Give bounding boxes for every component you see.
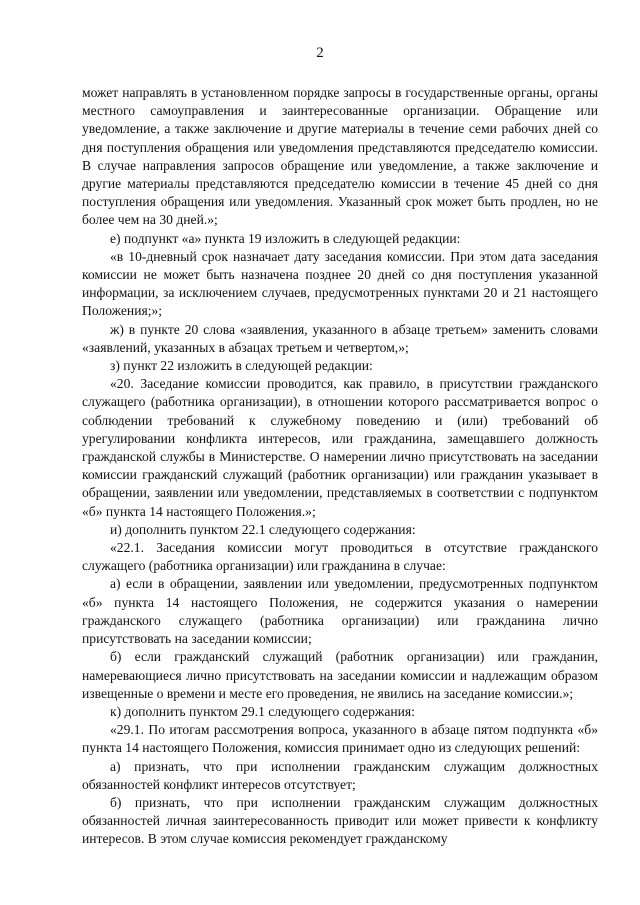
paragraph: а) признать, что при исполнении гражданским служащим должностных обязанностей конфликт интересов отсутствует; xyxy=(82,758,598,792)
paragraph: «20. Заседание комиссии проводится, как правило, в присутствии гражданского служащего (работника организации), в отношении которого рассматривается вопрос о соблюдении требований к служебному поведению и (или) требований об урегулировании конфликта интересов, или гражданина, замещавшего должность гражданской службы в Министерстве. О намерении лично присутствовать на заседании комиссии гражданский служащий (работник организации) или гражданин указывает в обращении, заявлении или уведомлении, представляемых в соответствии с подпунктом «б» пункта 14 настоящего Положения.»; xyxy=(82,376,598,519)
paragraph: к) дополнить пунктом 29.1 следующего содержания: xyxy=(110,703,415,719)
paragraph: а) если в обращении, заявлении или уведомлении, предусмотренных подпунктом «б» пункта 14 настоящего Положения, не содержится указания о намерении гражданского служащего (работника организации) или гражданина лично присутствовать на заседании комиссии; xyxy=(82,576,598,647)
paragraph: б) если гражданский служащий (работник организации) или гражданин, намеревающиеся лично присутствовать на заседании комиссии и надлежащим образом извещенные о времени и месте его проведения, не явились на заседание комиссии.»; xyxy=(82,649,598,701)
paragraph: может направлять в установленном порядке запросы в государственные органы, органы местного самоуправления и заинтересованные организации. Обращение или уведомление, а также заключение и другие материалы в течение семи рабочих дней со дня поступления обращения или уведомления представляются председателю комиссии. В случае направления запросов обращение или уведомление, а также заключение и другие материалы представляются председателю комиссии в течение 45 дней со дня поступления обращения или уведомления. Указанный срок может быть продлен, но не более чем на 30 дней.»; xyxy=(82,85,598,228)
page-number: 2 xyxy=(316,45,324,61)
paragraph: е) подпункт «а» пункта 19 изложить в следующей редакции: xyxy=(110,230,461,246)
document-body xyxy=(82,84,598,849)
paragraph: и) дополнить пунктом 22.1 следующего содержания: xyxy=(110,521,416,537)
paragraph: ж) в пункте 20 слова «заявления, указанного в абзаце третьем» заменить словами «заявлений, указанных в абзацах третьем и четвертом,»; xyxy=(82,321,598,355)
paragraph: «22.1. Заседания комиссии могут проводиться в отсутствие гражданского служащего (работника организации) или гражданина в случае: xyxy=(82,540,598,574)
paragraph: «в 10-дневный срок назначает дату заседания комиссии. При этом дата заседания комиссии не может быть назначена позднее 20 дней со дня поступления указанной информации, за исключением случаев, предусмотренных пунктами 20 и 21 настоящего Положения;»; xyxy=(82,248,598,319)
paragraph: з) пункт 22 изложить в следующей редакции: xyxy=(110,358,373,374)
paragraph: «29.1. По итогам рассмотрения вопроса, указанного в абзаце пятом подпункта «б» пункта 14 настоящего Положения, комиссия принимает одно из следующих решений: xyxy=(82,722,598,756)
paragraph: б) признать, что при исполнении гражданским служащим должностных обязанностей личная заинтересованность приводит или может привести к конфликту интересов. В этом случае комиссия рекомендует гражданскому xyxy=(82,794,598,847)
